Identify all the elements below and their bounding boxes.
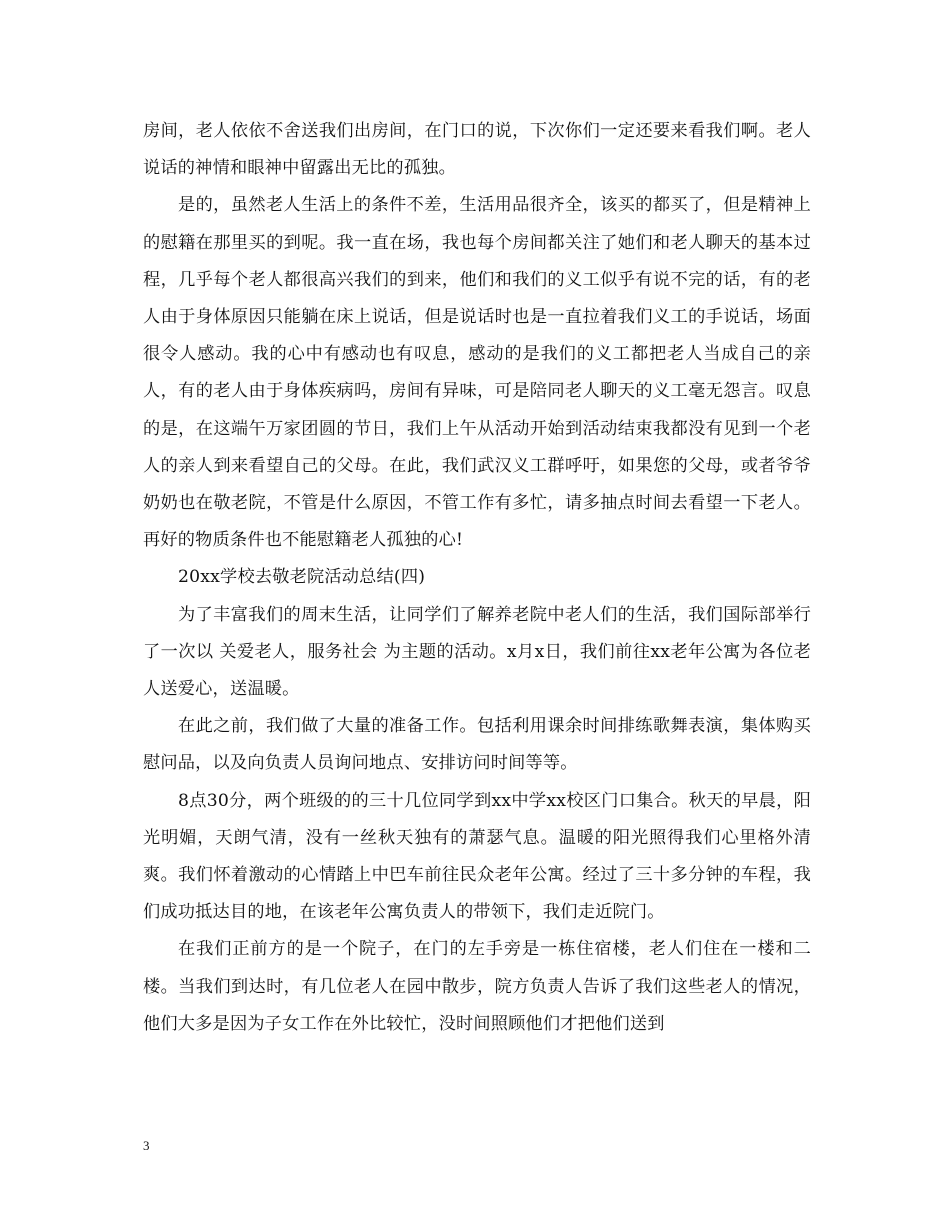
- page-number: 3: [143, 1138, 150, 1153]
- paragraph-intro: 为了丰富我们的周末生活，让同学们了解养老院中老人们的生活，我们国际部举行了一次以 关爱老人，服务社会 为主题的活动。x月x日，我们前往xx老年公寓为各位老人送爱心，送温暖。: [143, 604, 811, 700]
- paragraph-preparation: 在此之前，我们做了大量的准备工作。包括利用课余时间排练歌舞表演，集体购买慰问品，以及向负责人员询问地点、安排访问时间等等。: [143, 716, 811, 774]
- paragraph-reflection: 是的，虽然老人生活上的条件不差，生活用品很齐全，该买的都买了，但是精神上的慰籍在那里买的到呢。我一直在场，我也每个房间都关注了她们和老人聊天的基本过程，几乎每个老人都很高兴我们的到来，他们和我们的义工似乎有说不完的话，有的老人由于身体原因只能躺在床上说话，但是说话时也是一直拉着我们义工的手说话，场面很令人感动。我的心中有感动也有叹息，感动的是我们的义工都把老人当成自己的亲人，有的老人由于身体疾病吗，房间有异味，可是陪同老人聊天的义工毫无怨言。叹息的是，在这端午万家团圆的节日，我们上午从活动开始到活动结束我都没有见到一个老人的亲人到来看望自己的父母。在此，我们武汉义工群呼吁，如果您的父母，或者爷爷奶奶也在敬老院，不管是什么原因，不管工作有多忙，请多抽点时间去看望一下老人。再好的物质条件也不能慰籍老人孤独的心!: [143, 195, 811, 551]
- section-heading: 20xx学校去敬老院活动总结(四): [178, 567, 426, 588]
- document-body: [143, 113, 811, 1043]
- paragraph-departure: 8点30分，两个班级的的三十几位同学到xx中学xx校区门口集合。秋天的早晨，阳光明媚，天朗气清，没有一丝秋天独有的萧瑟气息。温暖的阳光照得我们心里格外清爽。我们怀着激动的心情踏上中巴车前往民众老年公寓。经过了三十多分钟的车程，我们成功抵达目的地，在该老年公寓负责人的带领下，我们走近院门。: [143, 790, 811, 923]
- paragraph-arrival: 在我们正前方的是一个院子，在门的左手旁是一栋住宿楼，老人们住在一楼和二楼。当我们到达时，有几位老人在园中散步，院方负责人告诉了我们这些老人的情况，他们大多是因为子女工作在外比较忙，没时间照顾他们才把他们送到: [143, 939, 811, 1034]
- paragraph-continuation: 房间，老人依依不舍送我们出房间，在门口的说，下次你们一定还要来看我们啊。老人说话的神情和眼神中留露出无比的孤独。: [143, 121, 811, 179]
